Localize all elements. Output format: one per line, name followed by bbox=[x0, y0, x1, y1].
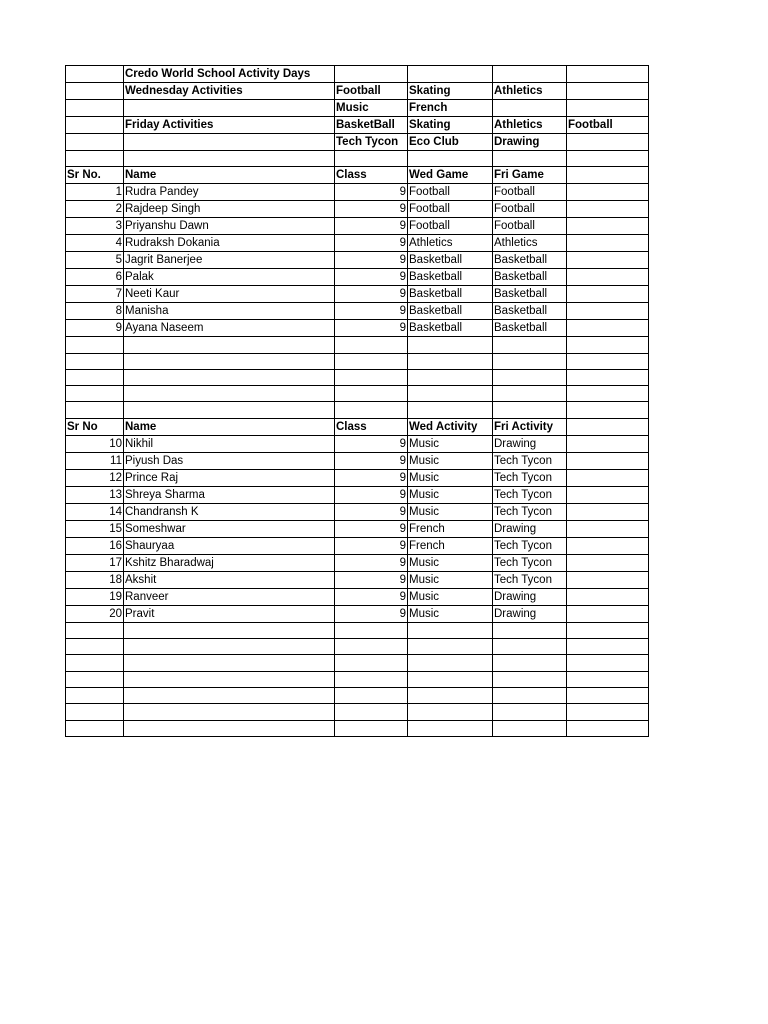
cell[interactable] bbox=[408, 369, 493, 385]
table-row bbox=[66, 605, 649, 622]
name-cell[interactable]: Prince Raj bbox=[124, 469, 335, 486]
cell[interactable] bbox=[408, 655, 493, 671]
cell[interactable] bbox=[408, 720, 493, 736]
empty-row bbox=[66, 622, 649, 638]
table-row bbox=[66, 252, 649, 269]
cell[interactable] bbox=[567, 218, 649, 235]
cell[interactable] bbox=[567, 554, 649, 571]
cell[interactable] bbox=[567, 655, 649, 671]
cell[interactable] bbox=[66, 704, 124, 720]
cell[interactable] bbox=[567, 320, 649, 337]
cell[interactable] bbox=[567, 402, 649, 418]
cell[interactable] bbox=[66, 353, 124, 369]
sr-no-cell[interactable]: 16 bbox=[66, 537, 124, 554]
name-cell[interactable]: Piyush Das bbox=[124, 452, 335, 469]
cell[interactable] bbox=[66, 337, 124, 353]
cell[interactable] bbox=[66, 402, 124, 418]
column-header-row bbox=[66, 167, 649, 184]
table-row bbox=[66, 537, 649, 554]
wed-cell[interactable]: Music bbox=[408, 452, 493, 469]
table-row bbox=[66, 486, 649, 503]
cell[interactable] bbox=[335, 639, 408, 655]
fri-cell[interactable]: Drawing bbox=[493, 435, 567, 452]
wednesday-activity[interactable] bbox=[567, 100, 649, 117]
cell[interactable] bbox=[567, 605, 649, 622]
class-cell[interactable]: 9 bbox=[335, 605, 408, 622]
name-cell[interactable]: Rajdeep Singh bbox=[124, 201, 335, 218]
cell[interactable] bbox=[493, 151, 567, 167]
class-cell[interactable]: 9 bbox=[335, 571, 408, 588]
table-row bbox=[66, 235, 649, 252]
empty-row bbox=[66, 704, 649, 720]
name-header[interactable]: Name bbox=[124, 167, 335, 184]
name-cell[interactable]: Ranveer bbox=[124, 588, 335, 605]
cell[interactable] bbox=[335, 66, 408, 83]
cell[interactable] bbox=[335, 720, 408, 736]
cell[interactable] bbox=[66, 66, 124, 83]
empty-row bbox=[66, 720, 649, 736]
wed-cell[interactable]: Music bbox=[408, 435, 493, 452]
cell[interactable] bbox=[66, 134, 124, 151]
fri-cell[interactable]: Tech Tycon bbox=[493, 571, 567, 588]
class-header[interactable]: Class bbox=[335, 167, 408, 184]
cell[interactable] bbox=[335, 369, 408, 385]
table-row bbox=[66, 588, 649, 605]
name-cell[interactable]: Rudra Pandey bbox=[124, 184, 335, 201]
wed-header[interactable]: Wed Activity bbox=[408, 418, 493, 435]
cell[interactable] bbox=[567, 269, 649, 286]
empty-row bbox=[66, 402, 649, 418]
cell[interactable] bbox=[124, 402, 335, 418]
cell[interactable] bbox=[567, 235, 649, 252]
friday-activity[interactable]: Athletics bbox=[493, 117, 567, 134]
cell[interactable] bbox=[335, 655, 408, 671]
cell[interactable] bbox=[335, 151, 408, 167]
class-cell[interactable]: 9 bbox=[335, 537, 408, 554]
wed-cell[interactable]: Basketball bbox=[408, 320, 493, 337]
sr-no-cell[interactable]: 15 bbox=[66, 520, 124, 537]
fri-cell[interactable]: Tech Tycon bbox=[493, 503, 567, 520]
sr-no-cell[interactable]: 14 bbox=[66, 503, 124, 520]
name-cell[interactable]: Palak bbox=[124, 269, 335, 286]
empty-row bbox=[66, 337, 649, 353]
table-row bbox=[66, 303, 649, 320]
table-row bbox=[66, 286, 649, 303]
empty-row bbox=[66, 151, 649, 167]
cell[interactable] bbox=[66, 117, 124, 134]
sr-no-cell[interactable]: 10 bbox=[66, 435, 124, 452]
fri-cell[interactable]: Basketball bbox=[493, 320, 567, 337]
fri-cell[interactable]: Tech Tycon bbox=[493, 452, 567, 469]
wednesday-activity[interactable] bbox=[567, 83, 649, 100]
cell[interactable] bbox=[567, 184, 649, 201]
name-cell[interactable]: Priyanshu Dawn bbox=[124, 218, 335, 235]
cell[interactable] bbox=[124, 639, 335, 655]
cell[interactable] bbox=[567, 353, 649, 369]
wed-cell[interactable]: Music bbox=[408, 486, 493, 503]
class-cell[interactable]: 9 bbox=[335, 520, 408, 537]
sr-no-cell[interactable]: 18 bbox=[66, 571, 124, 588]
name-header[interactable]: Name bbox=[124, 418, 335, 435]
fri-cell[interactable]: Tech Tycon bbox=[493, 486, 567, 503]
sr-no-cell[interactable]: 13 bbox=[66, 486, 124, 503]
cell[interactable] bbox=[567, 435, 649, 452]
table-row bbox=[66, 571, 649, 588]
cell[interactable] bbox=[408, 639, 493, 655]
cell[interactable] bbox=[124, 622, 335, 638]
cell[interactable] bbox=[493, 386, 567, 402]
cell[interactable] bbox=[408, 386, 493, 402]
cell[interactable] bbox=[567, 704, 649, 720]
cell[interactable] bbox=[493, 622, 567, 638]
fri-header[interactable]: Fri Activity bbox=[493, 418, 567, 435]
cell[interactable] bbox=[567, 639, 649, 655]
cell[interactable] bbox=[124, 353, 335, 369]
cell[interactable] bbox=[567, 303, 649, 320]
cell[interactable] bbox=[567, 486, 649, 503]
cell[interactable] bbox=[493, 671, 567, 687]
class-cell[interactable]: 9 bbox=[335, 252, 408, 269]
name-cell[interactable]: Jagrit Banerjee bbox=[124, 252, 335, 269]
cell[interactable] bbox=[567, 622, 649, 638]
table-row bbox=[66, 435, 649, 452]
wed-cell[interactable]: Basketball bbox=[408, 252, 493, 269]
friday-activity[interactable] bbox=[567, 134, 649, 151]
cell[interactable] bbox=[66, 100, 124, 117]
cell[interactable] bbox=[567, 151, 649, 167]
fri-cell[interactable]: Football bbox=[493, 201, 567, 218]
cell[interactable] bbox=[493, 402, 567, 418]
table-row bbox=[66, 469, 649, 486]
sr-no-cell[interactable]: 19 bbox=[66, 588, 124, 605]
fri-cell[interactable]: Drawing bbox=[493, 588, 567, 605]
name-cell[interactable]: Nikhil bbox=[124, 435, 335, 452]
cell[interactable] bbox=[335, 687, 408, 703]
sr-no-header[interactable]: Sr No bbox=[66, 418, 124, 435]
cell[interactable] bbox=[124, 134, 335, 151]
cell[interactable] bbox=[493, 704, 567, 720]
cell[interactable] bbox=[493, 687, 567, 703]
friday-activity[interactable]: BasketBall bbox=[335, 117, 408, 134]
friday-label[interactable]: Friday Activities bbox=[124, 117, 335, 134]
cell[interactable] bbox=[567, 671, 649, 687]
fri-cell[interactable]: Tech Tycon bbox=[493, 537, 567, 554]
wed-cell[interactable]: Basketball bbox=[408, 269, 493, 286]
name-cell[interactable]: Ayana Naseem bbox=[124, 320, 335, 337]
class-cell[interactable]: 9 bbox=[335, 303, 408, 320]
empty-row bbox=[66, 369, 649, 385]
sheet-body bbox=[66, 66, 649, 737]
sr-no-header[interactable]: Sr No. bbox=[66, 167, 124, 184]
table-row bbox=[66, 201, 649, 218]
cell[interactable] bbox=[335, 622, 408, 638]
cell[interactable] bbox=[408, 622, 493, 638]
name-cell[interactable]: Shauryaa bbox=[124, 537, 335, 554]
wed-cell[interactable]: Football bbox=[408, 184, 493, 201]
sr-no-cell[interactable]: 5 bbox=[66, 252, 124, 269]
empty-row bbox=[66, 655, 649, 671]
cell[interactable] bbox=[493, 353, 567, 369]
empty-row bbox=[66, 353, 649, 369]
wednesday-activity[interactable]: Athletics bbox=[493, 83, 567, 100]
class-cell[interactable]: 9 bbox=[335, 469, 408, 486]
class-cell[interactable]: 9 bbox=[335, 554, 408, 571]
class-cell[interactable]: 9 bbox=[335, 269, 408, 286]
sr-no-cell[interactable]: 9 bbox=[66, 320, 124, 337]
sr-no-cell[interactable]: 1 bbox=[66, 184, 124, 201]
cell[interactable] bbox=[124, 386, 335, 402]
table-row bbox=[66, 520, 649, 537]
fri-cell[interactable]: Athletics bbox=[493, 235, 567, 252]
table-row bbox=[66, 184, 649, 201]
cell[interactable] bbox=[567, 66, 649, 83]
wed-cell[interactable]: Music bbox=[408, 588, 493, 605]
cell[interactable] bbox=[408, 671, 493, 687]
cell[interactable] bbox=[567, 337, 649, 353]
cell[interactable] bbox=[124, 655, 335, 671]
class-cell[interactable]: 9 bbox=[335, 286, 408, 303]
wed-cell[interactable]: Football bbox=[408, 201, 493, 218]
extra-header[interactable] bbox=[567, 418, 649, 435]
activity-sheet bbox=[65, 65, 649, 737]
name-cell[interactable]: Pravit bbox=[124, 605, 335, 622]
friday-activity[interactable]: Tech Tycon bbox=[335, 134, 408, 151]
cell[interactable] bbox=[567, 588, 649, 605]
wednesday-activity[interactable]: Football bbox=[335, 83, 408, 100]
wed-cell[interactable]: Basketball bbox=[408, 286, 493, 303]
cell[interactable] bbox=[408, 353, 493, 369]
wed-cell[interactable]: Football bbox=[408, 218, 493, 235]
cell[interactable] bbox=[66, 655, 124, 671]
cell[interactable] bbox=[567, 503, 649, 520]
class-cell[interactable]: 9 bbox=[335, 486, 408, 503]
cell[interactable] bbox=[335, 704, 408, 720]
class-cell[interactable]: 9 bbox=[335, 320, 408, 337]
fri-cell[interactable]: Football bbox=[493, 184, 567, 201]
class-cell[interactable]: 9 bbox=[335, 235, 408, 252]
cell[interactable] bbox=[408, 687, 493, 703]
wednesday-label[interactable]: Wednesday Activities bbox=[124, 83, 335, 100]
cell[interactable] bbox=[493, 337, 567, 353]
column-header-row bbox=[66, 418, 649, 435]
fri-cell[interactable]: Basketball bbox=[493, 303, 567, 320]
cell[interactable] bbox=[567, 537, 649, 554]
cell[interactable] bbox=[493, 639, 567, 655]
name-cell[interactable]: Someshwar bbox=[124, 520, 335, 537]
cell[interactable] bbox=[335, 353, 408, 369]
name-cell[interactable]: Rudraksh Dokania bbox=[124, 235, 335, 252]
cell[interactable] bbox=[567, 520, 649, 537]
name-cell[interactable]: Shreya Sharma bbox=[124, 486, 335, 503]
class-cell[interactable]: 9 bbox=[335, 503, 408, 520]
wed-cell[interactable]: Music bbox=[408, 469, 493, 486]
cell[interactable] bbox=[567, 252, 649, 269]
friday-activity[interactable]: Football bbox=[567, 117, 649, 134]
sr-no-cell[interactable]: 4 bbox=[66, 235, 124, 252]
sr-no-cell[interactable]: 6 bbox=[66, 269, 124, 286]
sr-no-cell[interactable]: 17 bbox=[66, 554, 124, 571]
cell[interactable] bbox=[124, 671, 335, 687]
name-cell[interactable]: Akshit bbox=[124, 571, 335, 588]
wednesday-activity[interactable]: French bbox=[408, 100, 493, 117]
cell[interactable] bbox=[66, 369, 124, 385]
title-row bbox=[66, 66, 649, 83]
fri-cell[interactable]: Basketball bbox=[493, 252, 567, 269]
cell[interactable] bbox=[567, 687, 649, 703]
wed-cell[interactable]: Basketball bbox=[408, 303, 493, 320]
class-cell[interactable]: 9 bbox=[335, 452, 408, 469]
wed-cell[interactable]: Music bbox=[408, 605, 493, 622]
cell[interactable] bbox=[408, 402, 493, 418]
cell[interactable] bbox=[66, 720, 124, 736]
name-cell[interactable]: Chandransh K bbox=[124, 503, 335, 520]
cell[interactable] bbox=[335, 402, 408, 418]
cell[interactable] bbox=[124, 151, 335, 167]
fri-cell[interactable]: Basketball bbox=[493, 269, 567, 286]
wednesday-activity[interactable] bbox=[493, 100, 567, 117]
friday-activity[interactable]: Drawing bbox=[493, 134, 567, 151]
cell[interactable] bbox=[408, 66, 493, 83]
table-row bbox=[66, 554, 649, 571]
cell[interactable] bbox=[66, 83, 124, 100]
cell[interactable] bbox=[567, 286, 649, 303]
table-row bbox=[66, 452, 649, 469]
cell[interactable] bbox=[567, 469, 649, 486]
wed-cell[interactable]: Music bbox=[408, 503, 493, 520]
wed-cell[interactable]: French bbox=[408, 520, 493, 537]
wednesday-row-2 bbox=[66, 100, 649, 117]
sr-no-cell[interactable]: 12 bbox=[66, 469, 124, 486]
table-row bbox=[66, 218, 649, 235]
cell[interactable] bbox=[567, 571, 649, 588]
cell[interactable] bbox=[567, 720, 649, 736]
class-cell[interactable]: 9 bbox=[335, 435, 408, 452]
empty-row bbox=[66, 386, 649, 402]
cell[interactable] bbox=[124, 687, 335, 703]
class-header[interactable]: Class bbox=[335, 418, 408, 435]
cell[interactable] bbox=[567, 201, 649, 218]
table-row bbox=[66, 269, 649, 286]
fri-cell[interactable]: Tech Tycon bbox=[493, 469, 567, 486]
cell[interactable] bbox=[66, 386, 124, 402]
cell[interactable] bbox=[124, 100, 335, 117]
wednesday-activity[interactable]: Skating bbox=[408, 83, 493, 100]
cell[interactable] bbox=[408, 704, 493, 720]
empty-row bbox=[66, 687, 649, 703]
class-cell[interactable]: 9 bbox=[335, 201, 408, 218]
friday-activity[interactable]: Eco Club bbox=[408, 134, 493, 151]
sr-no-cell[interactable]: 11 bbox=[66, 452, 124, 469]
sr-no-cell[interactable]: 7 bbox=[66, 286, 124, 303]
cell[interactable] bbox=[66, 671, 124, 687]
wed-cell[interactable]: Music bbox=[408, 554, 493, 571]
class-cell[interactable]: 9 bbox=[335, 218, 408, 235]
wed-header[interactable]: Wed Game bbox=[408, 167, 493, 184]
cell[interactable] bbox=[66, 639, 124, 655]
friday-row-2 bbox=[66, 134, 649, 151]
friday-activity[interactable]: Skating bbox=[408, 117, 493, 134]
sheet-title[interactable]: Credo World School Activity Days bbox=[124, 66, 335, 83]
extra-header[interactable] bbox=[567, 167, 649, 184]
sr-no-cell[interactable]: 20 bbox=[66, 605, 124, 622]
cell[interactable] bbox=[493, 369, 567, 385]
fri-header[interactable]: Fri Game bbox=[493, 167, 567, 184]
wed-cell[interactable]: Music bbox=[408, 571, 493, 588]
cell[interactable] bbox=[567, 452, 649, 469]
class-cell[interactable]: 9 bbox=[335, 184, 408, 201]
name-cell[interactable]: Neeti Kaur bbox=[124, 286, 335, 303]
fri-cell[interactable]: Football bbox=[493, 218, 567, 235]
cell[interactable] bbox=[567, 386, 649, 402]
empty-row bbox=[66, 639, 649, 655]
friday-row-1 bbox=[66, 117, 649, 134]
cell[interactable] bbox=[66, 622, 124, 638]
cell[interactable] bbox=[66, 151, 124, 167]
cell[interactable] bbox=[335, 386, 408, 402]
table-row bbox=[66, 320, 649, 337]
cell[interactable] bbox=[335, 671, 408, 687]
cell[interactable] bbox=[124, 704, 335, 720]
sr-no-cell[interactable]: 3 bbox=[66, 218, 124, 235]
fri-cell[interactable]: Tech Tycon bbox=[493, 554, 567, 571]
table-row bbox=[66, 503, 649, 520]
empty-row bbox=[66, 671, 649, 687]
wed-cell[interactable]: French bbox=[408, 537, 493, 554]
cell[interactable] bbox=[124, 720, 335, 736]
wednesday-activity[interactable]: Music bbox=[335, 100, 408, 117]
cell[interactable] bbox=[124, 337, 335, 353]
name-cell[interactable]: Kshitz Bharadwaj bbox=[124, 554, 335, 571]
name-cell[interactable]: Manisha bbox=[124, 303, 335, 320]
sr-no-cell[interactable]: 8 bbox=[66, 303, 124, 320]
cell[interactable] bbox=[335, 337, 408, 353]
cell[interactable] bbox=[66, 687, 124, 703]
sr-no-cell[interactable]: 2 bbox=[66, 201, 124, 218]
cell[interactable] bbox=[408, 151, 493, 167]
wednesday-row-1 bbox=[66, 83, 649, 100]
class-cell[interactable]: 9 bbox=[335, 588, 408, 605]
cell[interactable] bbox=[493, 655, 567, 671]
wed-cell[interactable]: Athletics bbox=[408, 235, 493, 252]
cell[interactable] bbox=[493, 720, 567, 736]
cell[interactable] bbox=[124, 369, 335, 385]
fri-cell[interactable]: Drawing bbox=[493, 605, 567, 622]
cell[interactable] bbox=[408, 337, 493, 353]
fri-cell[interactable]: Basketball bbox=[493, 286, 567, 303]
cell[interactable] bbox=[567, 369, 649, 385]
cell[interactable] bbox=[493, 66, 567, 83]
fri-cell[interactable]: Drawing bbox=[493, 520, 567, 537]
